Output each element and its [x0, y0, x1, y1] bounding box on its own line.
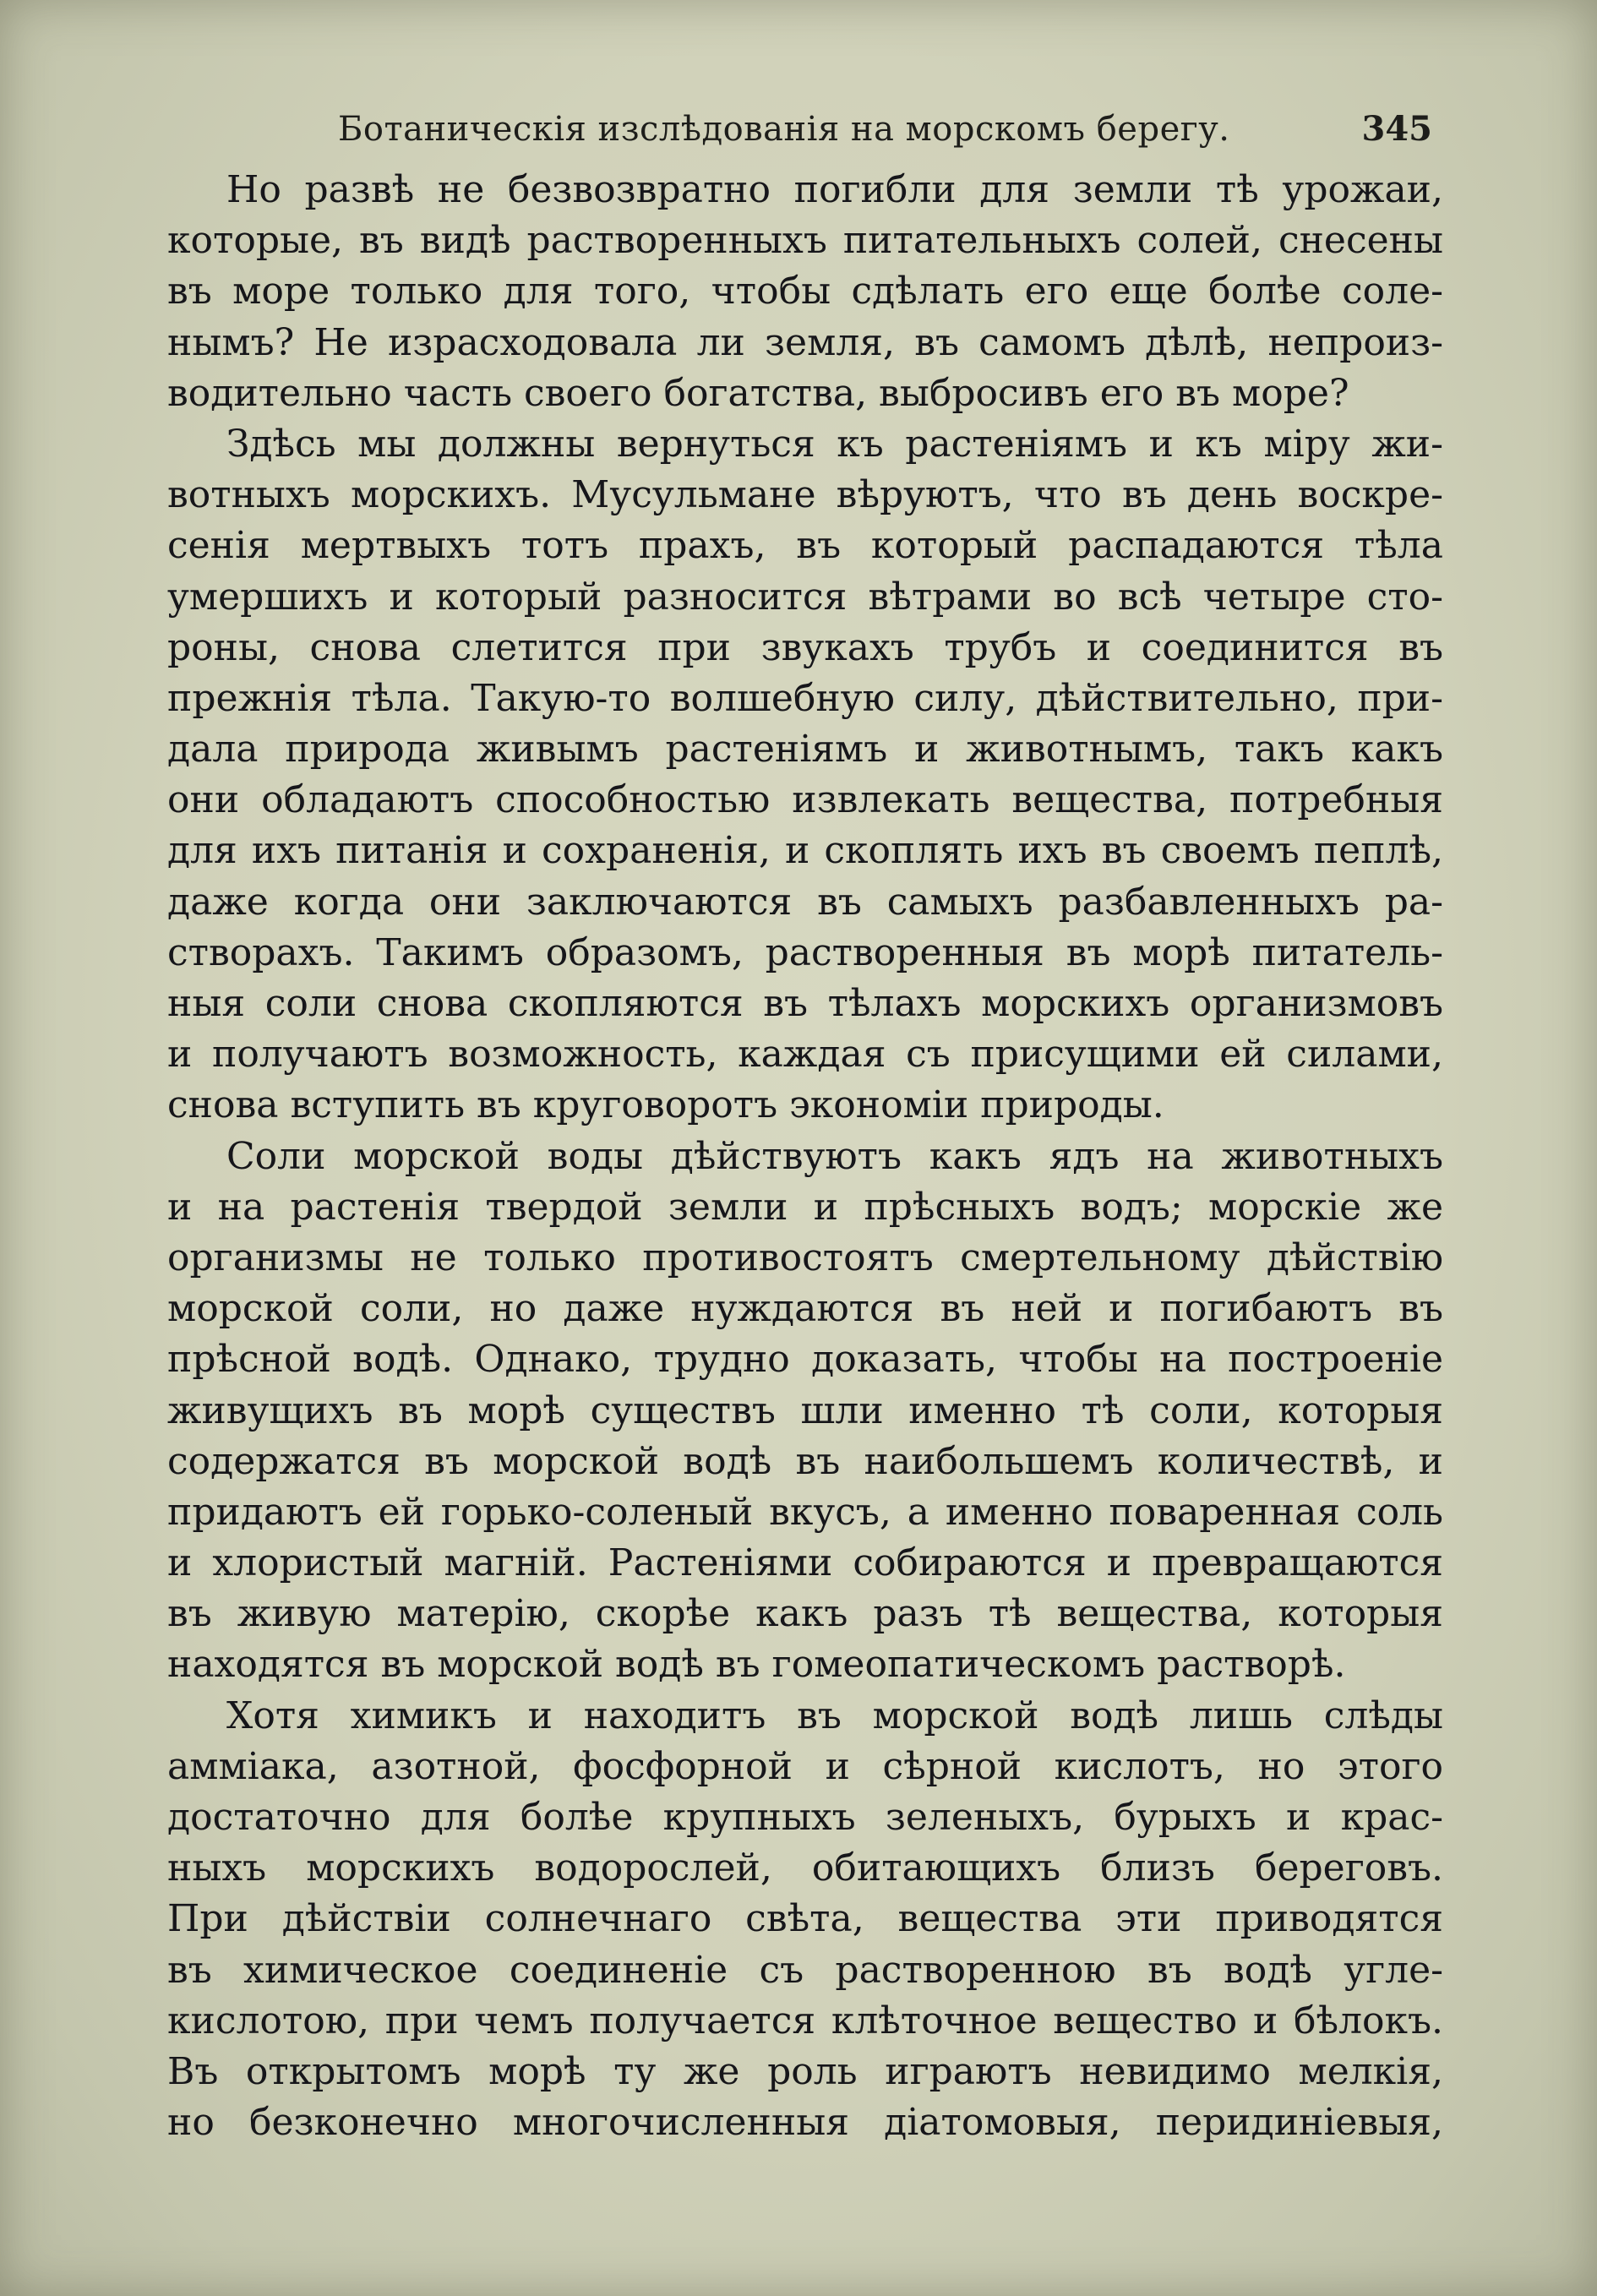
text-line: даже когда они заключаются въ самыхъ разбавленныхъ ра-	[167, 880, 1443, 924]
text-line: въ живую матерію, скорѣе какъ разъ тѣ вещества, которыя	[167, 1592, 1443, 1636]
text-line: для ихъ питанія и сохраненія, и скоплять ихъ въ своемъ пеплѣ,	[167, 829, 1443, 873]
text-line: При дѣйствіи солнечнаго свѣта, вещества эти приводятся	[167, 1897, 1443, 1941]
text-line: роны, снова слетится при звукахъ трубъ и соединится въ	[167, 625, 1443, 669]
text-line: ныя соли снова скопляются въ тѣлахъ морскихъ организмовъ	[167, 982, 1443, 1025]
text-line: дала природа живымъ растеніямъ и животнымъ, такъ какъ	[167, 728, 1443, 772]
text-line: организмы не только противостоятъ смертельному дѣйствію	[167, 1235, 1443, 1279]
text-line: сенія мертвыхъ тотъ прахъ, въ который распадаются тѣла	[167, 524, 1443, 568]
text-line: въ море только для того, чтобы сдѣлать его еще болѣе соле-	[167, 270, 1443, 314]
text-line: прежнія тѣла. Такую-то волшебную силу, дѣйствительно, при-	[167, 676, 1443, 720]
text-line: и получаютъ возможность, каждая съ присущими ей силами,	[167, 1033, 1443, 1077]
text-line: прѣсной водѣ. Однако, трудно доказать, чтобы на построеніе	[167, 1338, 1443, 1382]
text-line: Хотя химикъ и находитъ въ морской водѣ лишь слѣды	[226, 1693, 1443, 1737]
page-header	[177, 100, 1432, 159]
text-line: амміака, азотной, фосфорной и сѣрной кислотъ, но этого	[167, 1744, 1443, 1788]
text-line: умершихъ и который разносится вѣтрами во всѣ четыре сто-	[167, 575, 1443, 619]
text-line: вотныхъ морскихъ. Мусульмане вѣруютъ, что въ день воскре-	[167, 473, 1443, 517]
paragraph-2	[167, 419, 1443, 1132]
text-line: снова вступить въ круговоротъ экономіи природы.	[167, 1083, 1164, 1127]
text-line: живущихъ въ морѣ существъ шли именно тѣ соли, которыя	[167, 1388, 1443, 1432]
text-line: Соли морской воды дѣйствуютъ какъ ядъ на животныхъ	[226, 1134, 1443, 1178]
text-line: которые, въ видѣ растворенныхъ питательныхъ солей, снесены	[167, 219, 1443, 263]
text-line: и на растенія твердой земли и прѣсныхъ водъ; морскіе же	[167, 1185, 1443, 1229]
text-line: Но развѣ не безвозвратно погибли для земли тѣ урожаи,	[226, 168, 1443, 211]
text-line: водительно часть своего богатства, выбросивъ его въ море?	[167, 371, 1349, 415]
text-line: въ химическое соединеніе съ растворенною въ водѣ угле-	[167, 1948, 1443, 1992]
text-line: створахъ. Такимъ образомъ, растворенныя въ морѣ питатель-	[167, 930, 1443, 974]
page-number: 345	[1361, 109, 1432, 149]
text-line: достаточно для болѣе крупныхъ зеленыхъ, бурыхъ и крас-	[167, 1796, 1443, 1839]
text-line: ныхъ морскихъ водорослей, обитающихъ близъ береговъ.	[167, 1846, 1443, 1890]
paragraph-3	[167, 1132, 1443, 1691]
text-line: находятся въ морской водѣ въ гомеопатическомъ растворѣ.	[167, 1643, 1346, 1687]
running-title: Ботаническія изслѣдованія на морскомъ берегу.	[338, 110, 1230, 149]
text-line: придаютъ ей горько-соленый вкусъ, а именно поваренная соль	[167, 1490, 1443, 1534]
text-line: Здѣсь мы должны вернуться къ растеніямъ и къ міру жи-	[226, 422, 1443, 466]
paragraph-4	[167, 1691, 1443, 2149]
text-line: содержатся въ морской водѣ въ наибольшемъ количествѣ, и	[167, 1439, 1443, 1483]
text-line: они обладаютъ способностью извлекать вещества, потребныя	[167, 778, 1443, 822]
text-line: нымъ? Не израсходовала ли земля, въ самомъ дѣлѣ, непроиз-	[167, 320, 1443, 364]
text-line: но безконечно многочисленныя діатомовыя, перидиніевыя,	[167, 2101, 1443, 2145]
text-line: и хлористый магній. Растеніями собираются и превращаются	[167, 1541, 1443, 1585]
text-line: Въ открытомъ морѣ ту же роль играютъ невидимо мелкія,	[167, 2049, 1443, 2093]
paragraph-1	[167, 165, 1443, 419]
text-line: морской соли, но даже нуждаются въ ней и погибаютъ въ	[167, 1287, 1443, 1331]
body-text	[167, 165, 1443, 2148]
text-line: кислотою, при чемъ получается клѣточное вещество и бѣлокъ.	[167, 1999, 1443, 2042]
